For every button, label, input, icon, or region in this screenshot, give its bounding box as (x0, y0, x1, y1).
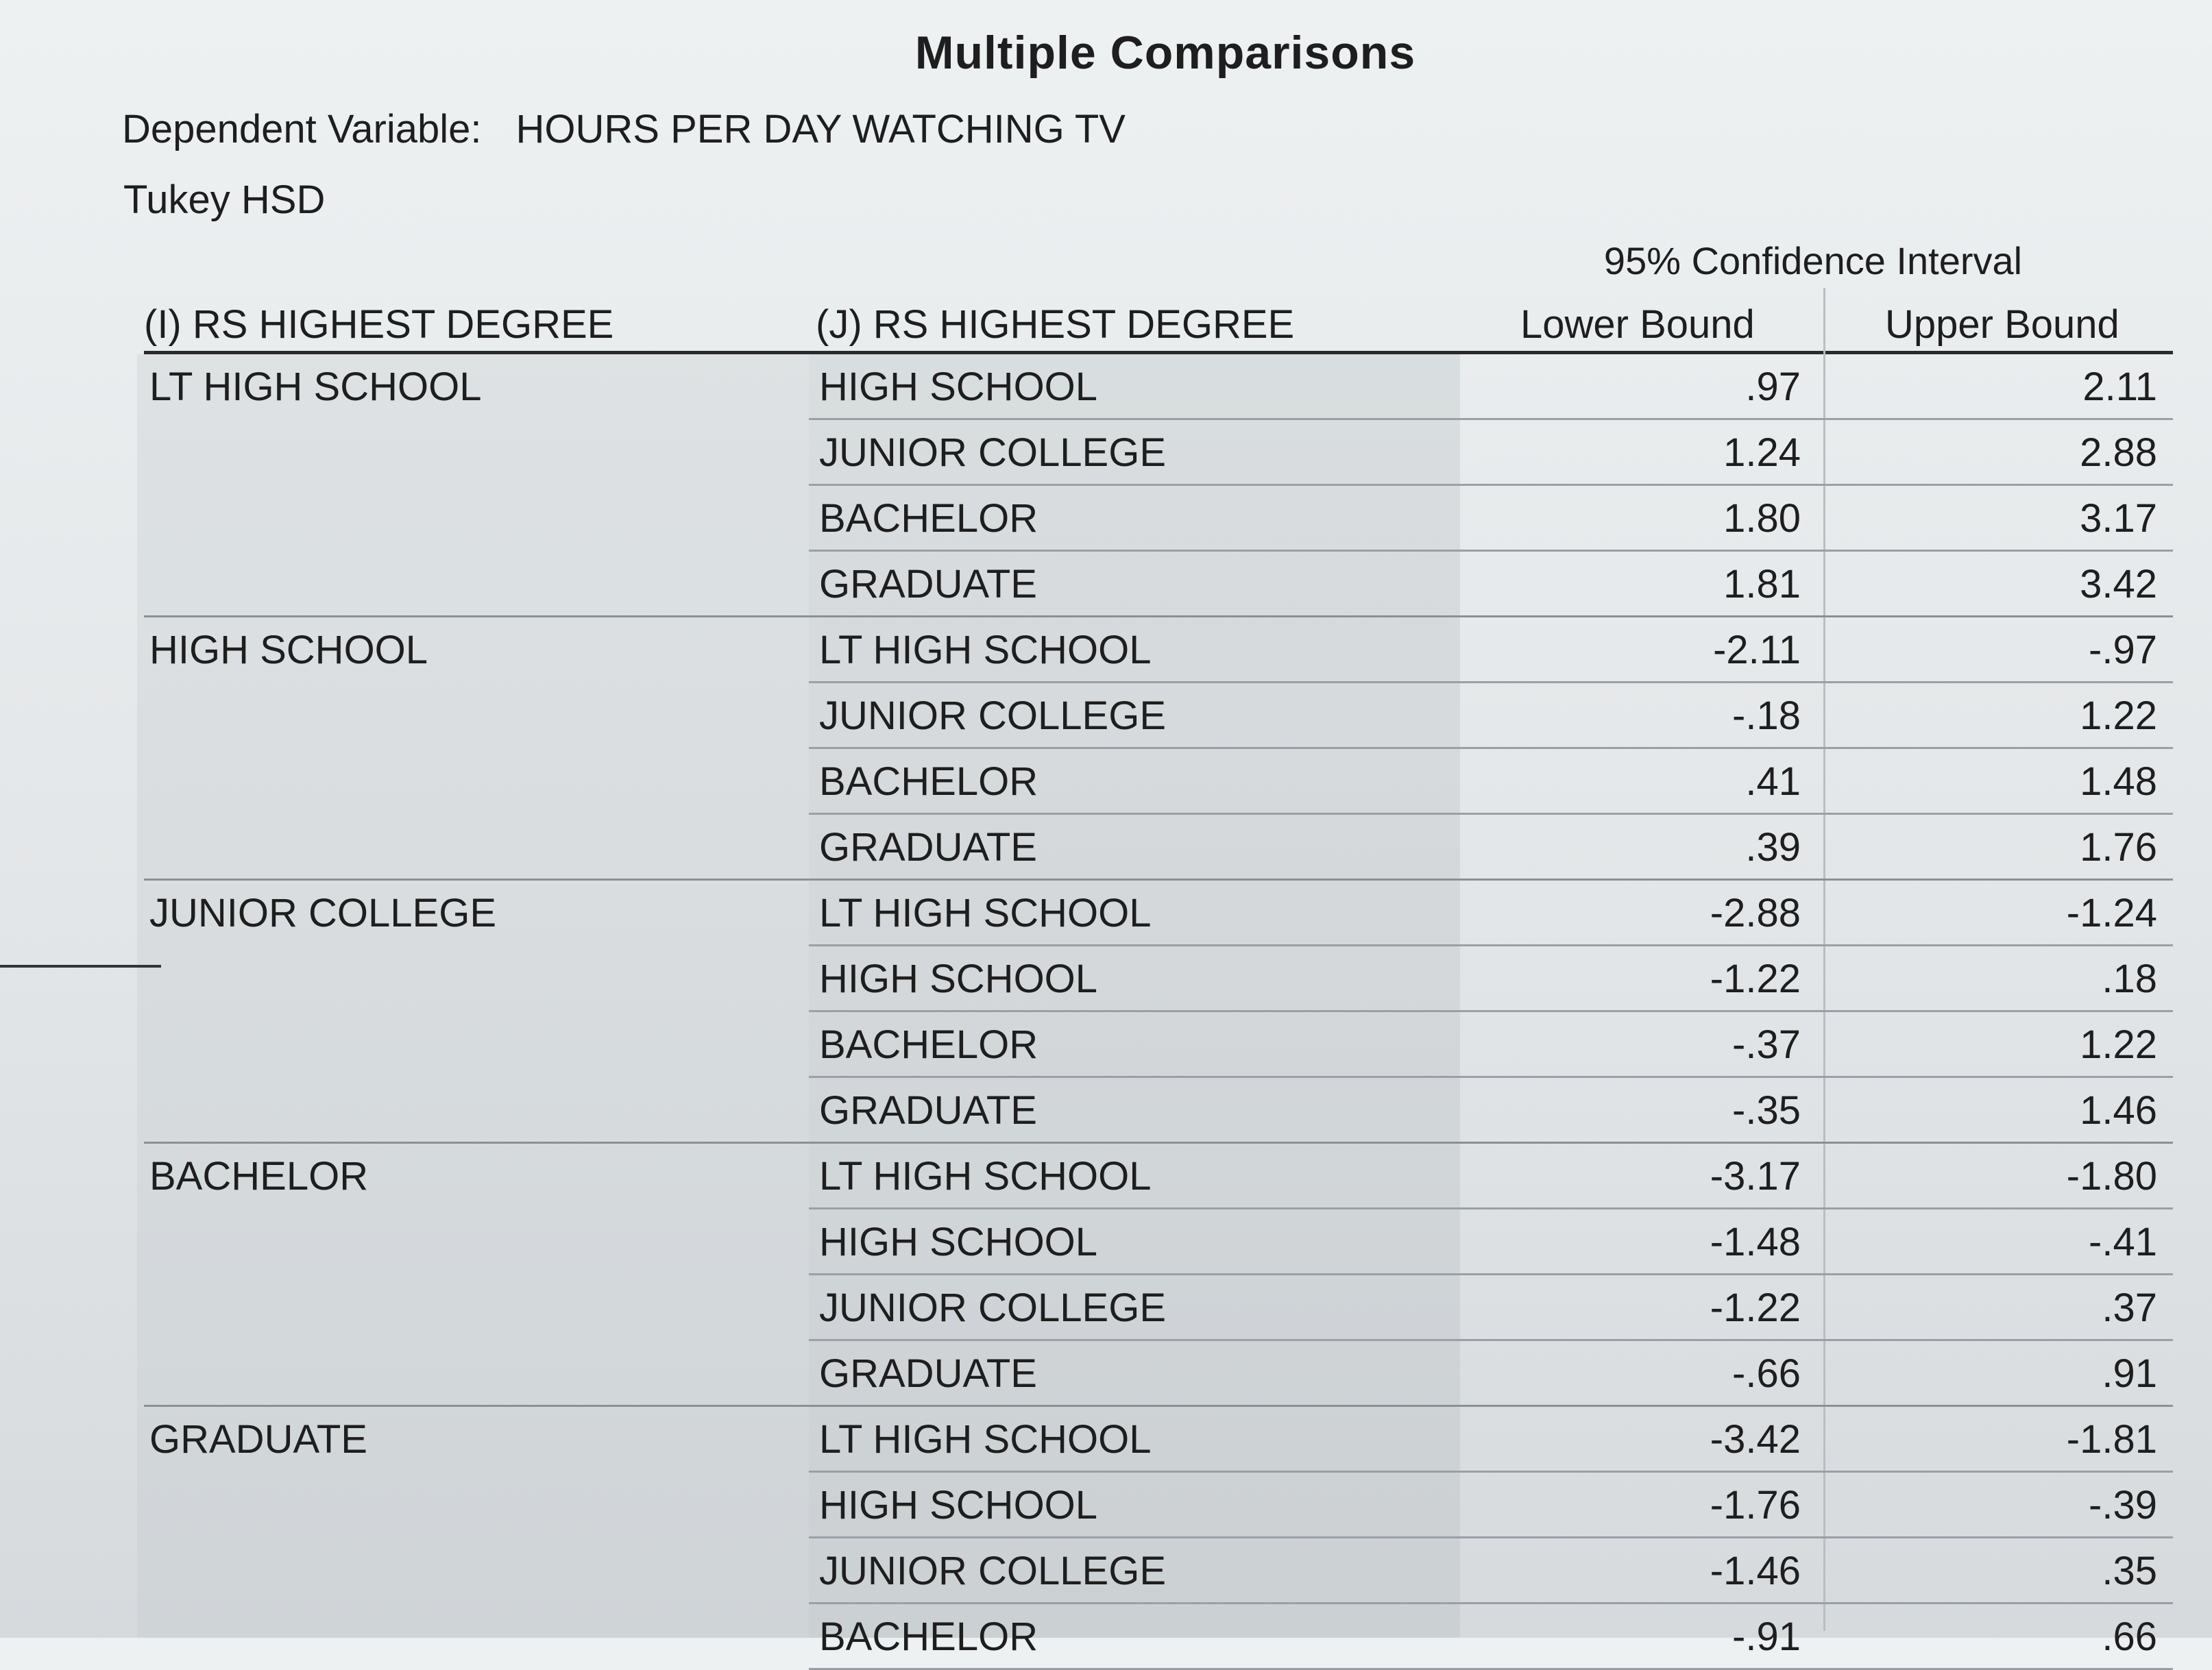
upper-bound-cell: .66 (2102, 1614, 2157, 1659)
upper-bound-cell: .18 (2102, 957, 2157, 1001)
table-row (0, 1604, 2212, 1670)
table-row (0, 617, 2212, 683)
upper-bound-cell: 2.88 (2080, 430, 2157, 475)
j-degree-cell: HIGH SCHOOL (819, 1220, 1098, 1264)
j-degree-cell: GRADUATE (819, 1088, 1037, 1133)
j-degree-cell: GRADUATE (819, 1351, 1037, 1396)
upper-bound-cell: .37 (2102, 1286, 2157, 1330)
column-header-lower-bound: Lower Bound (1520, 302, 1755, 347)
table-row (0, 1275, 2212, 1341)
table-row (0, 486, 2212, 552)
table-row (0, 1341, 2212, 1407)
upper-bound-cell: 3.17 (2080, 496, 2157, 541)
j-degree-cell: BACHELOR (819, 1022, 1038, 1067)
table-row (0, 1473, 2212, 1538)
upper-bound-cell: -.97 (2089, 628, 2157, 672)
comparison-table (0, 354, 2212, 1670)
table-row (0, 1078, 2212, 1144)
dependent-variable-value: HOURS PER DAY WATCHING TV (515, 107, 1126, 151)
lower-bound-cell: 1.80 (1723, 496, 1801, 541)
upper-bound-cell: .91 (2102, 1351, 2157, 1396)
lower-bound-cell: -.35 (1732, 1088, 1801, 1133)
j-degree-cell: LT HIGH SCHOOL (819, 628, 1152, 672)
lower-bound-cell: -1.22 (1710, 1286, 1801, 1330)
table-row (0, 683, 2212, 749)
j-degree-cell: BACHELOR (819, 759, 1038, 804)
lower-bound-cell: .39 (1745, 825, 1801, 870)
j-degree-cell: JUNIOR COLLEGE (819, 430, 1166, 475)
upper-bound-cell: 1.48 (2080, 759, 2157, 804)
table-title: Multiple Comparisons (914, 27, 1416, 79)
column-header-i: (I) RS HIGHEST DEGREE (144, 302, 614, 347)
table-row (0, 1209, 2212, 1275)
upper-bound-cell: 1.46 (2080, 1088, 2157, 1133)
lower-bound-cell: 1.81 (1723, 562, 1801, 606)
j-degree-cell: JUNIOR COLLEGE (819, 1286, 1166, 1330)
dependent-variable-label: Dependent Variable: (122, 107, 482, 151)
lower-bound-cell: -.18 (1732, 693, 1801, 738)
lower-bound-cell: -.66 (1732, 1351, 1801, 1396)
table-row (0, 1012, 2212, 1078)
i-degree-cell: LT HIGH SCHOOL (149, 365, 482, 409)
i-degree-cell: GRADUATE (149, 1417, 367, 1462)
table-row (0, 552, 2212, 617)
table-row (0, 749, 2212, 815)
lower-bound-cell: .97 (1745, 365, 1801, 409)
lower-bound-cell: -3.17 (1710, 1154, 1801, 1199)
j-degree-cell: LT HIGH SCHOOL (819, 1417, 1152, 1462)
j-degree-cell: JUNIOR COLLEGE (819, 1549, 1166, 1593)
upper-bound-cell: .35 (2102, 1549, 2157, 1593)
upper-bound-cell: 1.76 (2080, 825, 2157, 870)
upper-bound-cell: 2.11 (2082, 365, 2157, 409)
j-degree-cell: LT HIGH SCHOOL (819, 891, 1152, 935)
upper-bound-cell: -.41 (2089, 1220, 2157, 1264)
lower-bound-cell: -1.22 (1710, 957, 1801, 1001)
j-degree-cell: HIGH SCHOOL (819, 1483, 1098, 1527)
lower-bound-cell: -.91 (1732, 1614, 1801, 1659)
j-degree-cell: LT HIGH SCHOOL (819, 1154, 1152, 1199)
i-degree-cell: JUNIOR COLLEGE (149, 891, 496, 935)
table-row (0, 1144, 2212, 1209)
upper-bound-cell: -1.81 (2066, 1417, 2157, 1462)
upper-bound-cell: 3.42 (2080, 562, 2157, 606)
lower-bound-cell: -.37 (1732, 1022, 1801, 1067)
lower-bound-cell: 1.24 (1723, 430, 1801, 475)
table-row (0, 1538, 2212, 1604)
dependent-variable (122, 106, 1126, 152)
j-degree-cell: HIGH SCHOOL (819, 957, 1098, 1001)
table-row (0, 354, 2212, 420)
i-degree-cell: HIGH SCHOOL (149, 628, 428, 672)
j-degree-cell: JUNIOR COLLEGE (819, 693, 1166, 738)
test-name: Tukey HSD (123, 177, 326, 222)
lower-bound-cell: -2.88 (1710, 891, 1801, 935)
column-header-upper-bound: Upper Bound (1885, 302, 2119, 347)
table-row (0, 881, 2212, 946)
upper-bound-cell: -1.24 (2066, 891, 2157, 935)
upper-bound-cell: 1.22 (2080, 1022, 2157, 1067)
upper-bound-cell: -.39 (2089, 1483, 2157, 1527)
j-degree-cell: BACHELOR (819, 1614, 1038, 1659)
confidence-interval-header: 95% Confidence Interval (1603, 239, 2023, 282)
column-header-j: (J) RS HIGHEST DEGREE (816, 302, 1295, 347)
j-degree-cell: GRADUATE (819, 825, 1037, 870)
lower-bound-cell: .41 (1745, 759, 1801, 804)
lower-bound-cell: -1.48 (1710, 1220, 1801, 1264)
upper-bound-cell: -1.80 (2066, 1154, 2157, 1199)
lower-bound-cell: -3.42 (1710, 1417, 1801, 1462)
j-degree-cell: HIGH SCHOOL (819, 365, 1098, 409)
table-row (0, 1407, 2212, 1473)
table-row (0, 815, 2212, 881)
i-degree-cell: BACHELOR (149, 1154, 369, 1199)
lower-bound-cell: -2.11 (1713, 628, 1801, 672)
table-row (0, 946, 2212, 1012)
j-degree-cell: BACHELOR (819, 496, 1038, 541)
table-row (0, 420, 2212, 486)
upper-bound-cell: 1.22 (2080, 693, 2157, 738)
lower-bound-cell: -1.46 (1710, 1549, 1801, 1593)
j-degree-cell: GRADUATE (819, 562, 1037, 606)
lower-bound-cell: -1.76 (1710, 1483, 1801, 1527)
